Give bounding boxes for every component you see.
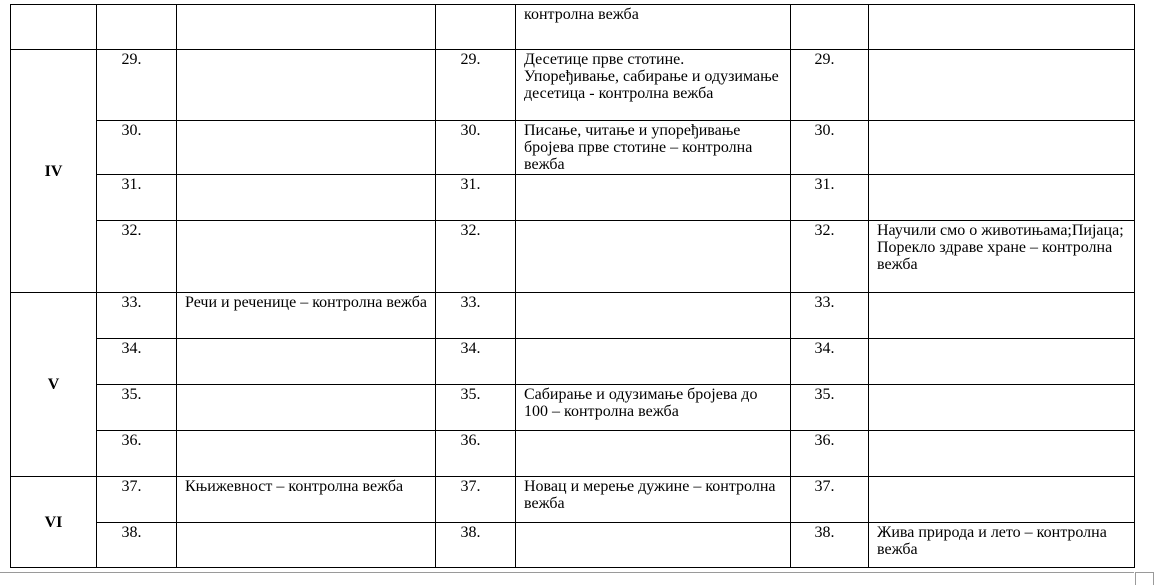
table-row [11,121,1135,175]
world-lesson: Научили смо о животињама;Пијаца; Порекло здраве хране – контролна вежба [869,221,1135,293]
lesson-number: 35. [97,385,177,431]
lesson-number-cell [436,5,516,50]
lesson-number: 32. [791,221,869,293]
page-corner-marker [1135,572,1154,585]
math-lesson [516,339,791,385]
lesson-number: 33. [791,293,869,339]
lesson-number-cell [97,5,177,50]
table-row [11,339,1135,385]
lesson-number: 29. [97,50,177,121]
lesson-number: 31. [97,175,177,221]
world-lesson [869,50,1135,121]
math-lesson [516,431,791,477]
lesson-number: 37. [791,477,869,523]
math-lesson [516,175,791,221]
math-lesson: Писање, читање и упоређивање бројева прве стотине – контролна вежба [516,121,791,175]
math-lesson-cell: контролна вежба [516,5,791,50]
lesson-number: 38. [436,523,516,568]
month-label: VI [11,477,97,568]
serbian-lesson [177,431,436,477]
math-lesson [516,523,791,568]
table-row [11,477,1135,523]
math-lesson: Десетице прве стотине. Упоређивање, сабирање и одузимање десетица - контролна вежба [516,50,791,121]
lesson-number: 31. [791,175,869,221]
lesson-number: 34. [436,339,516,385]
serbian-lesson [177,385,436,431]
lesson-number: 32. [436,221,516,293]
month-label: V [11,293,97,477]
lesson-number: 30. [791,121,869,175]
lesson-number: 36. [97,431,177,477]
lesson-number: 30. [97,121,177,175]
month-cell-empty [11,5,97,50]
lesson-number: 29. [791,50,869,121]
lesson-number-cell [791,5,869,50]
table-row [11,175,1135,221]
lesson-number: 34. [791,339,869,385]
lesson-number: 36. [436,431,516,477]
lesson-number: 33. [97,293,177,339]
serbian-lesson: Речи и реченице – контролна вежба [177,293,436,339]
table-row [11,385,1135,431]
serbian-lesson [177,121,436,175]
lesson-number: 29. [436,50,516,121]
serbian-lesson [177,221,436,293]
table-row [11,293,1135,339]
world-lesson [869,431,1135,477]
lesson-number: 30. [436,121,516,175]
math-lesson [516,293,791,339]
world-lesson-cell [869,5,1135,50]
table-row-top [11,5,1135,50]
lesson-number: 34. [97,339,177,385]
lesson-number: 37. [436,477,516,523]
lesson-number: 37. [97,477,177,523]
world-lesson [869,293,1135,339]
world-lesson [869,339,1135,385]
serbian-lesson [177,339,436,385]
math-lesson [516,221,791,293]
serbian-lesson: Књижевност – контролна вежба [177,477,436,523]
table-row [11,50,1135,121]
table-row [11,523,1135,568]
world-lesson [869,385,1135,431]
lesson-number: 33. [436,293,516,339]
math-lesson: Новац и мерење дужине – контролна вежба [516,477,791,523]
world-lesson [869,175,1135,221]
month-label: IV [11,50,97,293]
schedule-table [10,4,1135,568]
serbian-lesson [177,50,436,121]
lesson-number: 38. [97,523,177,568]
world-lesson [869,121,1135,175]
world-lesson [869,477,1135,523]
serbian-lesson-cell [177,5,436,50]
lesson-number: 35. [791,385,869,431]
page-bottom-divider [0,572,1134,573]
world-lesson: Жива природа и лето – контролна вежба [869,523,1135,568]
serbian-lesson [177,175,436,221]
lesson-number: 31. [436,175,516,221]
lesson-number: 35. [436,385,516,431]
lesson-number: 38. [791,523,869,568]
serbian-lesson [177,523,436,568]
lesson-number: 36. [791,431,869,477]
lesson-number: 32. [97,221,177,293]
math-lesson: Сабирање и одузимање бројева до 100 – контролна вежба [516,385,791,431]
table-row [11,221,1135,293]
table-row [11,431,1135,477]
